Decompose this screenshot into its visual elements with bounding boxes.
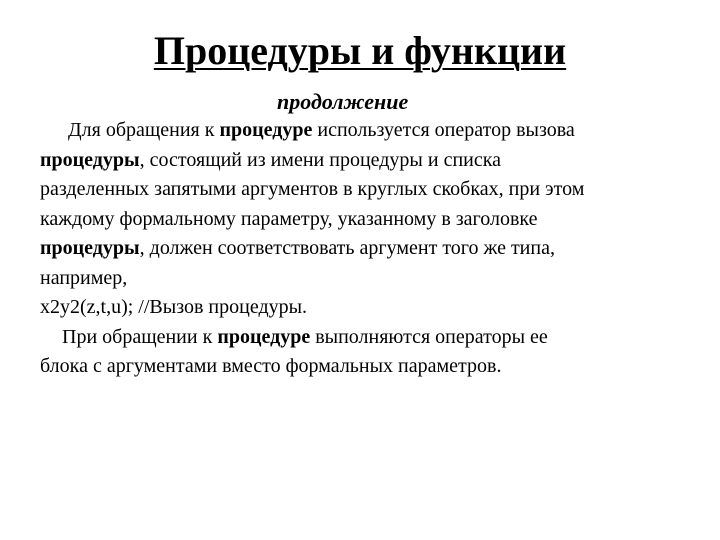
- body-line-3: разделенных запятыми аргументов в круглых скобках, при этом: [40, 178, 585, 200]
- slide-subtitle: продолжение: [277, 89, 409, 114]
- body-text: [40, 116, 715, 382]
- slide-title: [0, 27, 720, 75]
- body-line-8-text-c: выполняются операторы ее: [310, 325, 548, 348]
- body-line-2: [40, 146, 715, 176]
- body-line-2-bold-term: процедуры: [40, 148, 140, 171]
- body-line-4: каждому формальному параметру, указанному в заголовке: [40, 207, 538, 230]
- body-line-6: например,: [40, 266, 128, 289]
- body-line-7-code-example: x2y2(z,t,u); //Вызов процедуры.: [40, 296, 308, 318]
- body-line-8-text-a: При обращении к: [62, 325, 218, 348]
- body-line-1-bold-term: процедуре: [219, 119, 313, 141]
- body-line-5-bold-term: процедуры: [40, 237, 140, 259]
- body-line-8: [40, 323, 715, 353]
- body-line-1: [40, 116, 715, 146]
- body-line-1-text-c: используется оператор вызова: [312, 119, 575, 141]
- body-line-1-text-a: Для обращения к: [68, 119, 220, 141]
- body-line-8-bold-term: процедуре: [217, 325, 311, 348]
- body-line-2-text-b: , состоящий из имени процедуры и списка: [139, 148, 502, 171]
- body-line-9: блока с аргументами вместо формальных параметров.: [40, 355, 502, 377]
- slide-title-text: Процедуры и функции: [153, 28, 567, 73]
- body-line-5: [40, 234, 715, 264]
- body-line-5-text-b: , должен соответствовать аргумент того же типа,: [139, 237, 555, 259]
